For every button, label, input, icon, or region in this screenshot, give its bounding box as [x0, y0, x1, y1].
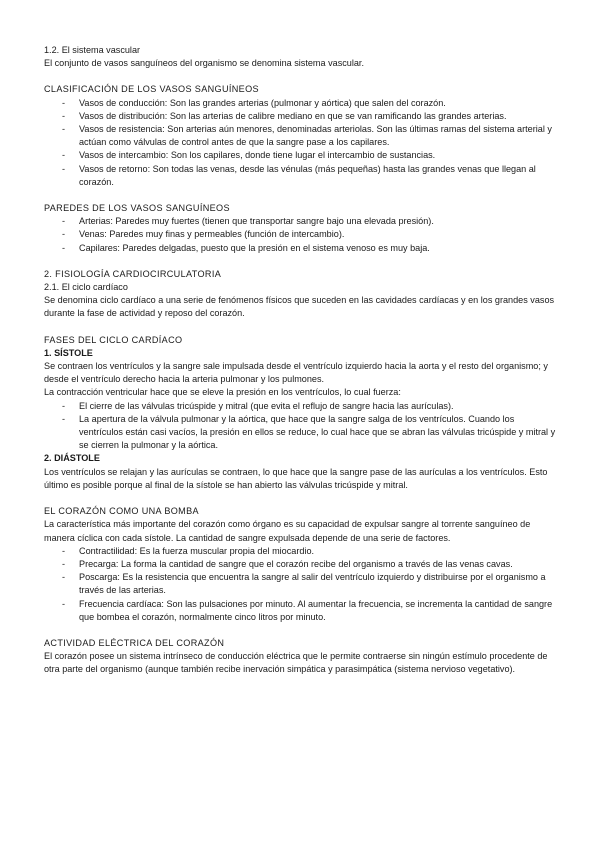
- paragraph: La característica más importante del corazón como órgano es su capacidad de expulsar sangre al torrente sanguíneo de manera cíclica con cada sístole. La cantidad de sangre expulsada depende de una serie de factores.: [44, 519, 531, 543]
- section-fases: [44, 334, 556, 492]
- section-bomba: [44, 505, 556, 624]
- bullet-list: [44, 97, 556, 189]
- subsection-title: 2.1. El ciclo cardíaco: [44, 282, 128, 293]
- subsection-title: 1. SÍSTOLE: [44, 347, 93, 358]
- section-heading: EL CORAZÓN COMO UNA BOMBA: [44, 506, 199, 517]
- list-item: - Vasos de resistencia: Son arterias aún menores, denominadas arteriolas. Son las últimas ramas del sistema arterial y actúan como válvulas de control antes de que la sangre pase a los capilares.: [44, 123, 556, 149]
- section-heading: ACTIVIDAD ELÉCTRICA DEL CORAZÓN: [44, 637, 225, 648]
- list-item: - Frecuencia cardíaca: Son las pulsaciones por minuto. Al aumentar la frecuencia, se incrementa la cantidad de sangre que bombea el corazón, normalmente cinco litros por minuto.: [44, 598, 556, 624]
- section-heading: PAREDES DE LOS VASOS SANGUÍNEOS: [44, 203, 230, 214]
- list-item: - El cierre de las válvulas tricúspide y mitral (que evita el reflujo de sangre hacia las aurículas).: [44, 400, 556, 413]
- section-title: 1.2. El sistema vascular: [44, 45, 141, 55]
- bullet-list: [44, 400, 556, 453]
- document-page: [44, 44, 556, 677]
- subsection-title: 2. DIÁSTOLE: [44, 453, 100, 464]
- list-item: - La apertura de la válvula pulmonar y la aórtica, que hace que la sangre salga de los ventrículos. Cuando los ventrículos están casi vacíos, la presión en ellos se reduce, lo cual hace que se abran las válvulas tricúspide y mitral y se cierren la pulmonar y la aórtica.: [44, 413, 556, 453]
- list-item: - Venas: Paredes muy finas y permeables (función de intercambio).: [44, 228, 556, 241]
- list-item: - Vasos de conducción: Son las grandes arterias (pulmonar y aórtica) que salen del corazón.: [44, 97, 556, 110]
- paragraph: El conjunto de vasos sanguíneos del organismo se denomina sistema vascular.: [44, 58, 364, 69]
- list-item: - Contractilidad: Es la fuerza muscular propia del miocardio.: [44, 545, 556, 558]
- section-heading: FASES DEL CICLO CARDÍACO: [44, 334, 183, 345]
- paragraph: Se denomina ciclo cardíaco a una serie de fenómenos físicos que suceden en las cavidades cardíacas y en los grandes vasos durante la fase de actividad y reposo del corazón.: [44, 295, 555, 319]
- list-item: - Vasos de intercambio: Son los capilares, donde tiene lugar el intercambio de sustancias.: [44, 149, 556, 162]
- paragraph: Los ventrículos se relajan y las aurículas se contraen, lo que hace que la sangre pase de las aurículas a los ventrículos. Esto último es posible porque al final de la sístole se han abierto las válvulas tricúspide y mitral.: [44, 466, 548, 490]
- section-fisiologia: [44, 268, 556, 321]
- section-sistema-vascular: [44, 44, 556, 70]
- bullet-list: [44, 545, 556, 624]
- bullet-list: [44, 215, 556, 255]
- section-heading: CLASIFICACIÓN DE LOS VASOS SANGUÍNEOS: [44, 84, 259, 95]
- list-item: - Vasos de retorno: Son todas las venas, desde las vénulas (más pequeñas) hasta las grandes venas que llegan al corazón.: [44, 163, 556, 189]
- section-paredes: [44, 202, 556, 255]
- list-item: - Vasos de distribución: Son las arterias de calibre mediano en que se van ramificando las grandes arterias.: [44, 110, 556, 123]
- list-item: - Precarga: La forma la cantidad de sangre que el corazón recibe del organismo a través de las venas cavas.: [44, 558, 556, 571]
- section-actividad-electrica: [44, 637, 556, 677]
- section-clasificacion: [44, 83, 556, 189]
- paragraph: El corazón posee un sistema intrínseco de conducción eléctrica que le permite contraerse sin ningún estímulo procedente de otra parte del organismo (aunque también recibe inervación simpática y parasimpática (sistema nervioso vegetativo).: [44, 651, 548, 675]
- list-item: - Poscarga: Es la resistencia que encuentra la sangre al salir del ventrículo izquierdo y distribuirse por el organismo a través de las arterias.: [44, 571, 556, 597]
- list-item: - Arterias: Paredes muy fuertes (tienen que transportar sangre bajo una elevada presión).: [44, 215, 556, 228]
- list-item: - Capilares: Paredes delgadas, puesto que la presión en el sistema venoso es muy baja.: [44, 242, 556, 255]
- section-title: 2. FISIOLOGÍA CARDIOCIRCULATORIA: [44, 268, 222, 279]
- paragraph: Se contraen los ventrículos y la sangre sale impulsada desde el ventrículo izquierdo hacia la aorta y el resto del organismo; y desde el ventrículo derecho hacia la arteria pulmonar y los pulmones.: [44, 361, 548, 385]
- paragraph: La contracción ventricular hace que se eleve la presión en los ventrículos, lo cual fuerza:: [44, 387, 401, 398]
